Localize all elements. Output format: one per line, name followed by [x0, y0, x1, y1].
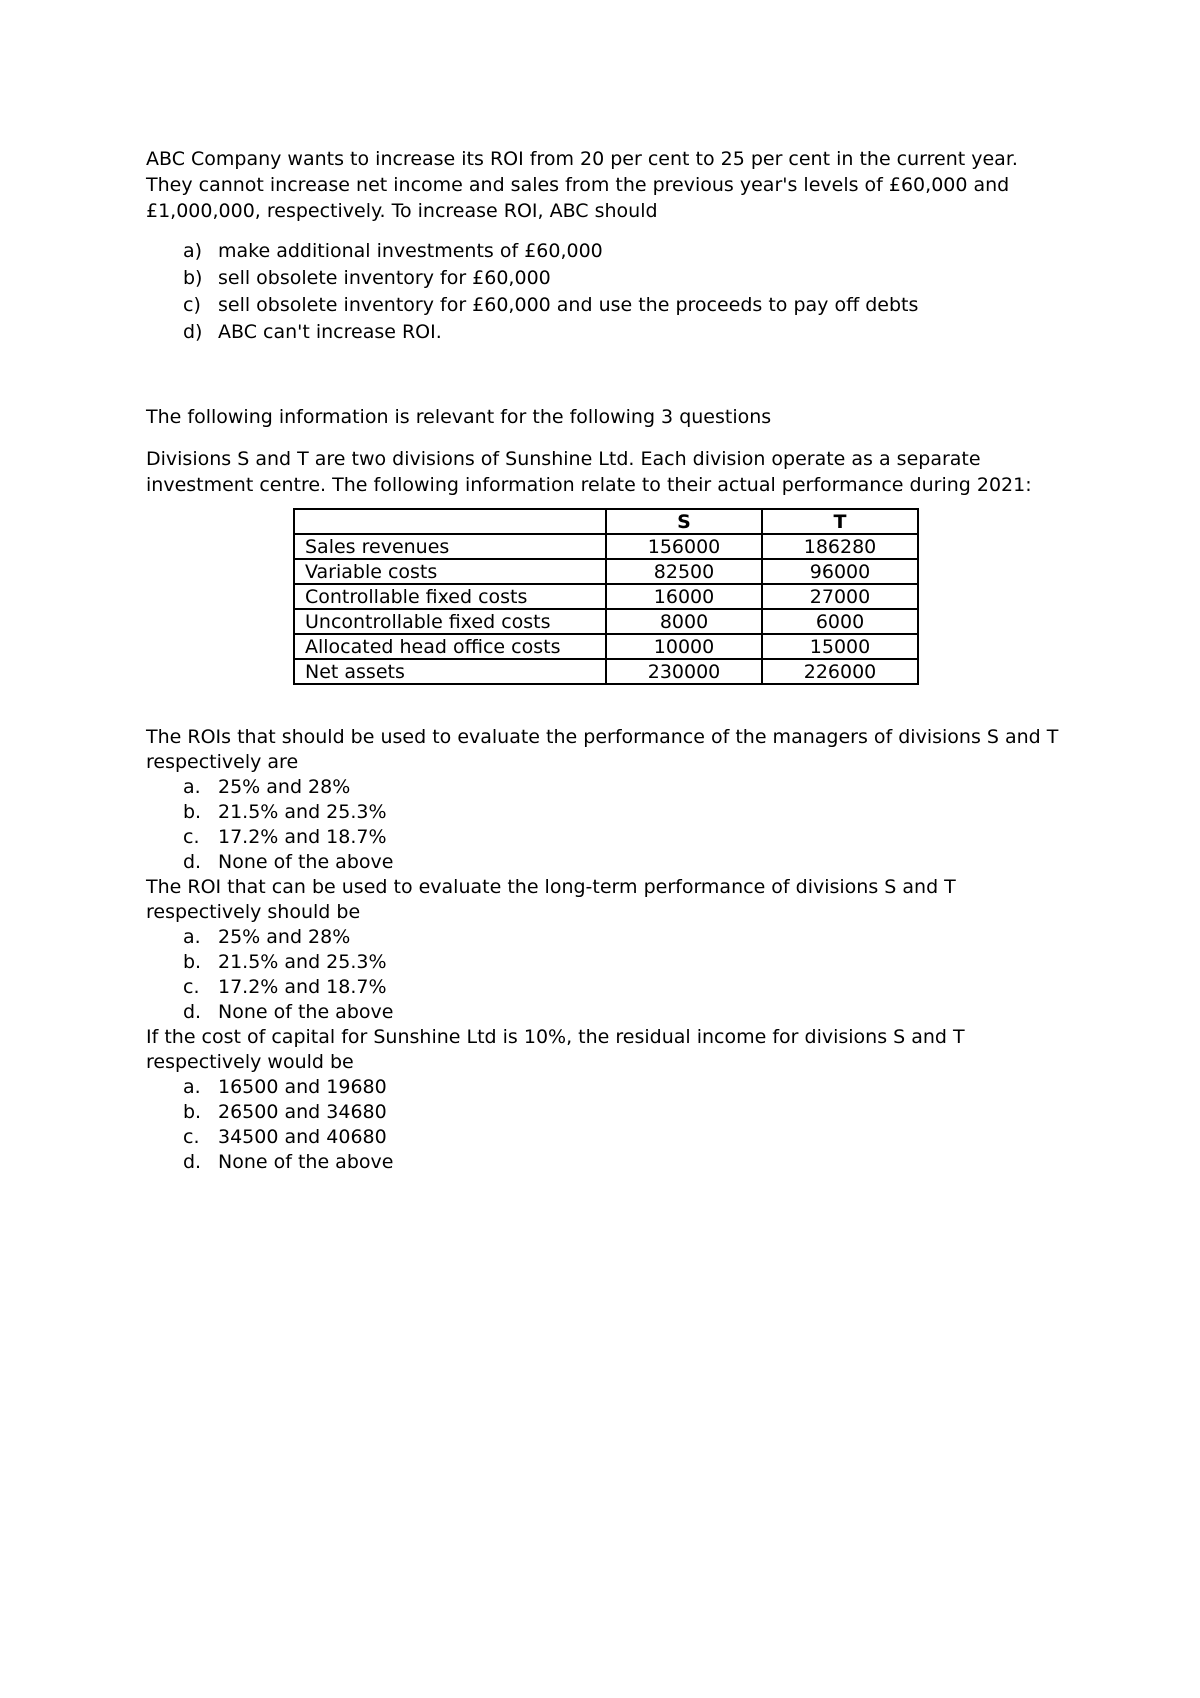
- option-marker: b.: [183, 1101, 202, 1123]
- option-c: [146, 1125, 1066, 1150]
- row-label: Allocated head office costs: [294, 634, 606, 659]
- cell-t: 186280: [762, 534, 918, 559]
- option-a: [146, 775, 1066, 800]
- option-marker: a.: [183, 1076, 201, 1098]
- table-header-s: S: [606, 509, 762, 534]
- option-marker: a.: [183, 926, 201, 948]
- option-text: None of the above: [218, 851, 394, 873]
- document-page: [146, 146, 1066, 1175]
- table-header-blank: [294, 509, 606, 534]
- row-label: Uncontrollable fixed costs: [294, 609, 606, 634]
- cell-t: 96000: [762, 559, 918, 584]
- question-roi-increase: ABC Company wants to increase its ROI from 20 per cent to 25 per cent in the current year. They cannot increase net income and sales from the previous year's levels of £60,000 and £1,000,000, respectively. To increase ROI, ABC should: [146, 148, 1018, 222]
- option-marker: d.: [183, 1001, 202, 1023]
- option-c: [146, 825, 1066, 850]
- option-a: [146, 1075, 1066, 1100]
- option-c: [146, 292, 1066, 319]
- division-performance-table: [293, 508, 919, 685]
- table-row: [294, 534, 918, 559]
- table-header-t: T: [762, 509, 918, 534]
- option-text: sell obsolete inventory for £60,000: [218, 267, 551, 289]
- cell-s: 10000: [606, 634, 762, 659]
- option-d: [146, 1150, 1066, 1175]
- cell-t: 27000: [762, 584, 918, 609]
- cell-s: 230000: [606, 659, 762, 684]
- table-row: [294, 609, 918, 634]
- row-label: Variable costs: [294, 559, 606, 584]
- question-manager-roi-options: [146, 775, 1066, 875]
- option-d: [146, 850, 1066, 875]
- option-text: None of the above: [218, 1001, 394, 1023]
- cell-t: 226000: [762, 659, 918, 684]
- table-row: [294, 559, 918, 584]
- option-b: [146, 265, 1066, 292]
- option-text: ABC can't increase ROI.: [218, 321, 442, 343]
- cell-s: 82500: [606, 559, 762, 584]
- option-marker: c.: [183, 826, 200, 848]
- question-residual-income-options: [146, 1075, 1066, 1175]
- option-marker: b): [183, 267, 203, 289]
- option-text: None of the above: [218, 1151, 394, 1173]
- option-b: [146, 800, 1066, 825]
- option-b: [146, 1100, 1066, 1125]
- question-long-term-roi: The ROI that can be used to evaluate the long-term performance of divisions S and T respectively should be: [146, 876, 956, 923]
- option-text: 26500 and 34680: [218, 1101, 387, 1123]
- option-b: [146, 950, 1066, 975]
- option-text: 21.5% and 25.3%: [218, 801, 387, 823]
- cell-t: 15000: [762, 634, 918, 659]
- question-residual-income: If the cost of capital for Sunshine Ltd is 10%, the residual income for divisions S and T respectively would be: [146, 1026, 965, 1073]
- row-label: Net assets: [294, 659, 606, 684]
- divisions-description: Divisions S and T are two divisions of Sunshine Ltd. Each division operate as a separate investment centre. The following information relate to their actual performance during 2021:: [146, 448, 1032, 496]
- option-marker: d.: [183, 851, 202, 873]
- option-text: 17.2% and 18.7%: [218, 976, 387, 998]
- option-c: [146, 975, 1066, 1000]
- option-marker: a.: [183, 776, 201, 798]
- option-a: [146, 925, 1066, 950]
- question-manager-roi: The ROIs that should be used to evaluate the performance of the managers of divisions S and T respectively are: [146, 726, 1059, 773]
- option-text: 34500 and 40680: [218, 1126, 387, 1148]
- option-text: 25% and 28%: [218, 926, 351, 948]
- table-header-row: [294, 509, 918, 534]
- table-row: [294, 634, 918, 659]
- table-row: [294, 584, 918, 609]
- option-text: 16500 and 19680: [218, 1076, 387, 1098]
- option-marker: d.: [183, 1151, 202, 1173]
- option-text: sell obsolete inventory for £60,000 and use the proceeds to pay off debts: [218, 294, 919, 316]
- intro-text: The following information is relevant for the following 3 questions: [146, 406, 772, 428]
- table-row: [294, 659, 918, 684]
- option-d: [146, 319, 1066, 346]
- option-marker: c.: [183, 1126, 200, 1148]
- cell-s: 156000: [606, 534, 762, 559]
- option-marker: d): [183, 321, 203, 343]
- question-long-term-roi-options: [146, 925, 1066, 1025]
- row-label: Sales revenues: [294, 534, 606, 559]
- option-marker: c): [183, 294, 201, 316]
- option-a: [146, 238, 1066, 265]
- cell-s: 16000: [606, 584, 762, 609]
- option-d: [146, 1000, 1066, 1025]
- option-text: 21.5% and 25.3%: [218, 951, 387, 973]
- option-marker: a): [183, 240, 203, 262]
- question-roi-increase-options: [146, 238, 1066, 346]
- option-marker: c.: [183, 976, 200, 998]
- cell-s: 8000: [606, 609, 762, 634]
- option-text: make additional investments of £60,000: [218, 240, 603, 262]
- option-text: 17.2% and 18.7%: [218, 826, 387, 848]
- cell-t: 6000: [762, 609, 918, 634]
- option-text: 25% and 28%: [218, 776, 351, 798]
- option-marker: b.: [183, 801, 202, 823]
- row-label: Controllable fixed costs: [294, 584, 606, 609]
- option-marker: b.: [183, 951, 202, 973]
